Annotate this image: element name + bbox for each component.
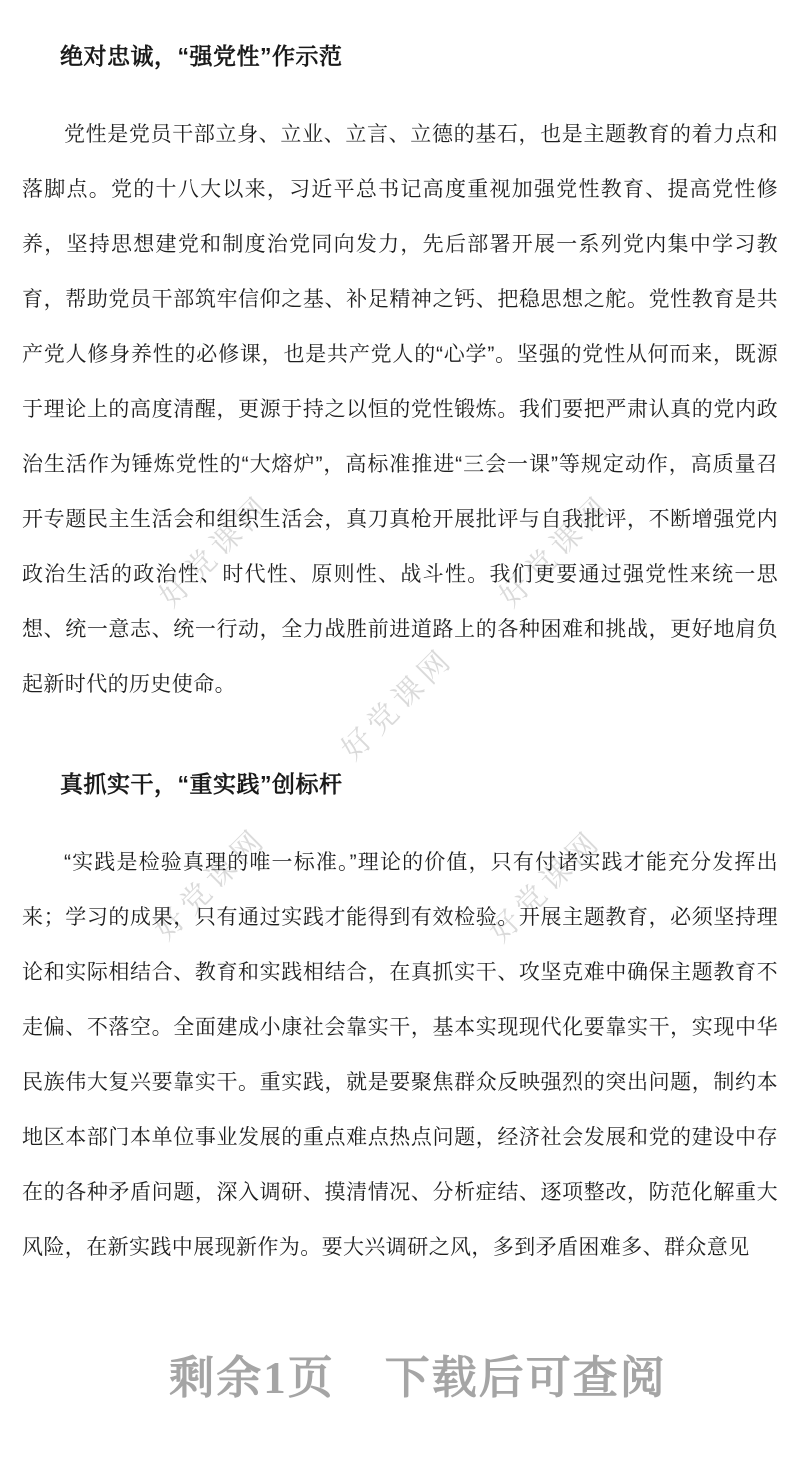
section-heading-practice: 真抓实干，“重实践”创标杆: [60, 771, 343, 797]
section-paragraph-practice: “实践是检验真理的唯一标准。”理论的价值，只有付诸实践才能充分发挥出来；学习的成果，只有通过实践才能得到有效检验。开展主题教育，必须坚持理论和实际相结合、教育和实践相结合，在真抓实干、攻坚克难中确保主题教育不走偏、不落空。全面建成小康社会靠实干，基本实现现代化要靠实干，实现中华民族伟大复兴要靠实干。重实践，就是要聚焦群众反映强烈的突出问题，制约本地区本部门本单位事业发展的重点难点热点问题，经济社会发展和党的建设中存在的各种矛盾问题，深入调研、摸清情况、分析症结、逐项整改，防范化解重大风险，在新实践中展现新作为。要大兴调研之风，多到矛盾困难多、群众意见: [22, 851, 778, 1259]
page-footer: [0, 1348, 800, 1408]
download-hint-label: 下载后可查阅: [384, 1353, 667, 1403]
watermark-text: 好党课网: [483, 823, 609, 949]
remaining-pages-label: 剩余1页: [169, 1353, 335, 1403]
watermark-text: 好党课网: [335, 641, 461, 767]
watermark-text: 好党课网: [153, 488, 279, 614]
document-body: [22, 0, 778, 1275]
watermark-text: 好党课网: [148, 821, 274, 947]
watermark-text: 好党课网: [493, 488, 619, 614]
section-heading-loyalty: 绝对忠诚，“强党性”作示范: [60, 43, 343, 69]
section-paragraph-loyalty: 党性是党员干部立身、立业、立言、立德的基石，也是主题教育的着力点和落脚点。党的十八大以来，习近平总书记高度重视加强党性教育、提高党性修养，坚持思想建党和制度治党同向发力，先后部署开展一系列党内集中学习教育，帮助党员干部筑牢信仰之基、补足精神之钙、把稳思想之舵。党性教育是共产党人修身养性的必修课，也是共产党人的“心学”。坚强的党性从何而来，既源于理论上的高度清醒，更源于持之以恒的党性锻炼。我们要把严肃认真的党内政治生活作为锤炼党性的“大熔炉”，高标准推进“三会一课”等规定动作，高质量召开专题民主生活会和组织生活会，真刀真枪开展批评与自我批评，不断增强党内政治生活的政治性、时代性、原则性、战斗性。我们更要通过强党性来统一思想、统一意志、统一行动，全力战胜前进道路上的各种困难和挑战，更好地肩负起新时代的历史使命。: [22, 123, 778, 696]
